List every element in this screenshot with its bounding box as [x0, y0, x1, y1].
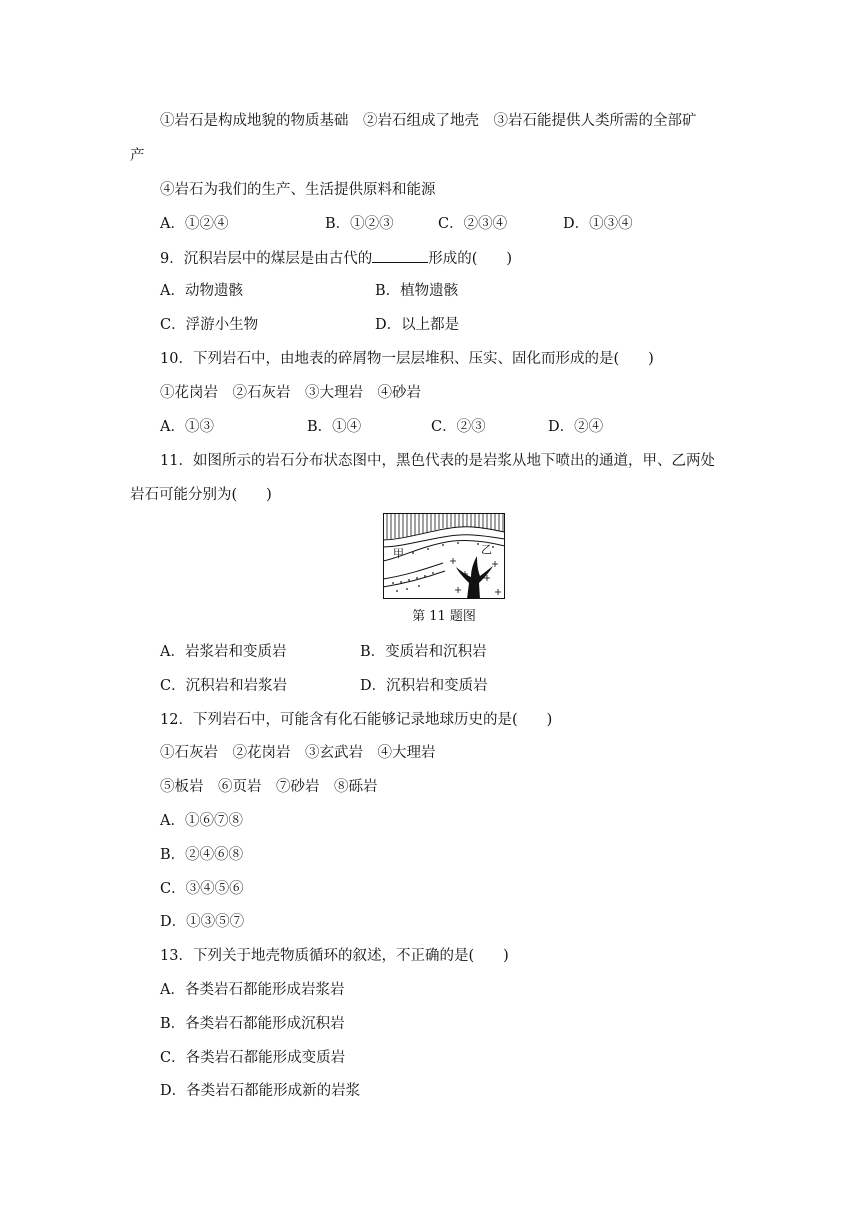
q9-stem: [160, 248, 512, 269]
q9-option-c[interactable]: C．浮游小生物: [160, 317, 259, 333]
q10-option-b[interactable]: B．①④: [307, 419, 362, 435]
q11-option-d[interactable]: D．沉积岩和变质岩: [360, 678, 488, 694]
q9-option-a[interactable]: A．动物遗骸: [160, 283, 243, 299]
q13-stem: 13．下列关于地壳物质循环的叙述，不正确的是( ): [160, 948, 509, 964]
q9-option-d[interactable]: D．以上都是: [375, 317, 460, 333]
q9-option-b[interactable]: B．植物遗骸: [375, 283, 459, 299]
q8-option-d[interactable]: D．①③④: [563, 216, 633, 232]
q11-stem-line2: 岩石可能分别为( ): [130, 487, 272, 503]
label-jia: 甲: [393, 547, 404, 560]
q12-items-2: ⑤板岩 ⑥页岩 ⑦砂岩 ⑧砾岩: [160, 779, 378, 795]
q12-option-a[interactable]: A．①⑥⑦⑧: [160, 813, 243, 829]
q8-statement-line1-cont: 产: [130, 148, 145, 164]
q10-option-c[interactable]: C．②③: [431, 419, 486, 435]
q11-option-a[interactable]: A．岩浆岩和变质岩: [160, 644, 287, 660]
q9-stem-part1: 9．沉积岩层中的煤层是由古代的: [160, 251, 373, 267]
q10-stem: 10．下列岩石中，由地表的碎屑物一层层堆积、压实、固化而形成的是( ): [160, 351, 654, 367]
top-striped-layer: [387, 513, 503, 539]
q9-answer-blank: [372, 248, 428, 263]
q10-option-d[interactable]: D．②④: [548, 419, 604, 435]
rock-distribution-figure: [383, 513, 505, 599]
figure-caption: 第 11 题图: [412, 609, 476, 624]
q10-option-a[interactable]: A．①③: [160, 419, 214, 435]
magma-conduit: [456, 556, 493, 599]
q8-option-c[interactable]: C．②③④: [438, 216, 508, 232]
label-yi: 乙: [481, 543, 492, 556]
q12-stem: 12．下列岩石中，可能含有化石能够记录地球历史的是( ): [160, 712, 553, 728]
q13-option-b[interactable]: B．各类岩石都能形成沉积岩: [160, 1016, 345, 1032]
q12-items-1: ①石灰岩 ②花岗岩 ③玄武岩 ④大理岩: [160, 745, 436, 761]
q11-option-b[interactable]: B．变质岩和沉积岩: [360, 644, 487, 660]
q10-items: ①花岗岩 ②石灰岩 ③大理岩 ④砂岩: [160, 385, 421, 401]
q12-option-c[interactable]: C．③④⑤⑥: [160, 881, 244, 897]
q8-statement-line2: ④岩石为我们的生产、生活提供原料和能源: [160, 182, 436, 198]
q8-option-a[interactable]: A．①②④: [160, 216, 229, 232]
q12-option-b[interactable]: B．②④⑥⑧: [160, 847, 244, 863]
q11-stem-line1: 11．如图所示的岩石分布状态图中，黑色代表的是岩浆从地下喷出的通道，甲、乙两处: [160, 453, 715, 469]
q9-stem-part2: 形成的( ): [428, 251, 513, 267]
q12-option-d[interactable]: D．①③⑤⑦: [160, 914, 245, 930]
q8-option-b[interactable]: B．①②③: [325, 216, 394, 232]
q13-option-c[interactable]: C．各类岩石都能形成变质岩: [160, 1050, 346, 1066]
q11-option-c[interactable]: C．沉积岩和岩浆岩: [160, 678, 288, 694]
q13-option-a[interactable]: A．各类岩石都能形成岩浆岩: [160, 982, 345, 998]
q8-statement-line1: ①岩石是构成地貌的物质基础 ②岩石组成了地壳 ③岩石能提供人类所需的全部矿: [160, 113, 697, 129]
q13-option-d[interactable]: D．各类岩石都能形成新的岩浆: [160, 1083, 361, 1099]
